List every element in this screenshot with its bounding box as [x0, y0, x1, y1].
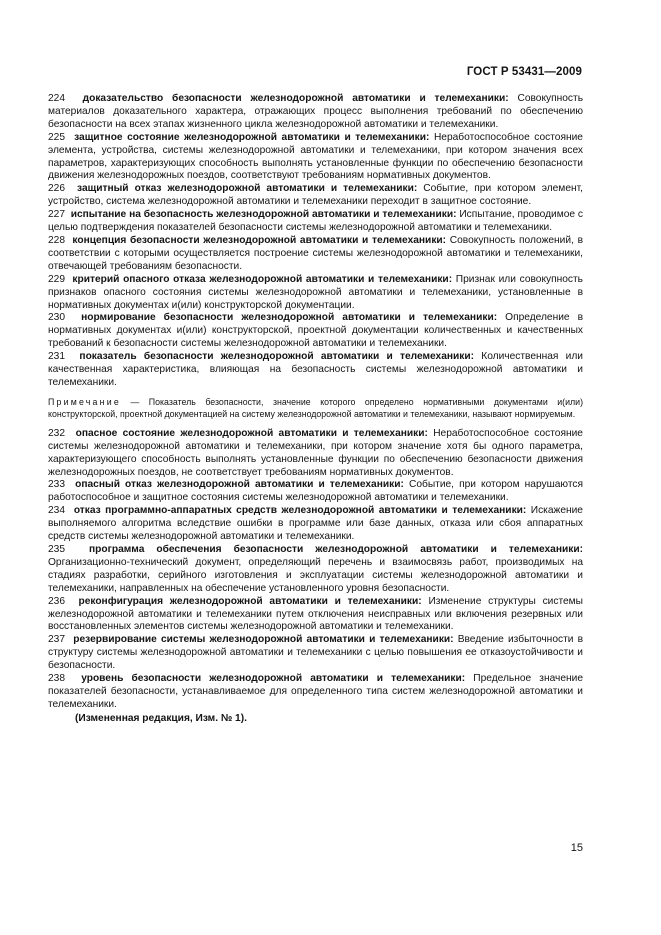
definition-entry	[48, 634, 583, 673]
definition-entry	[48, 312, 583, 351]
definition-entry	[48, 183, 583, 209]
entry-term: отказ программно-аппаратных средств железнодорожной автоматики и телемеханики:	[73, 505, 527, 517]
definition-entry	[48, 596, 583, 635]
entry-term: критерий опасного отказа железнодорожной автоматики и телемеханики:	[72, 273, 453, 285]
note-label: Примечание	[48, 396, 121, 407]
definition-entry	[48, 351, 583, 390]
entry-number: 230	[48, 312, 65, 324]
entry-term: реконфигурация железнодорожной автоматики и телемеханики:	[78, 595, 422, 607]
entry-text: Неработоспособное состояние элемента, устройства, системы железнодорожной автоматики и телемеханики, при котором значения всех параметров, характеризующих способность выполнять установленные функции по обеспечению безопасности движения железнодорожных поездов, соответствуют требованиям нормативных документов.	[48, 131, 583, 182]
entry-number: 227	[48, 209, 65, 221]
definition-entry	[48, 673, 583, 712]
entry-text: Искажение выполняемого алгоритма вследствие ошибки в программе или базе данных, отказа или сбоя аппаратных средств системы железнодорожной автоматики и телемеханики.	[48, 505, 583, 543]
definition-entry	[48, 235, 583, 274]
entry-text: Совокупность положений, в соответствии с которыми осуществляется построение системы железнодорожной автоматики и телемеханики, отвечающей требованиям безопасности.	[48, 234, 583, 272]
entry-term: доказательство безопасности железнодорожной автоматики и телемеханики:	[82, 93, 509, 104]
amendment-note: (Измененная редакция, Изм. № 1).	[75, 712, 247, 724]
entry-term: показатель безопасности железнодорожной автоматики и телемеханики:	[79, 351, 475, 363]
entry-number: 235	[48, 544, 65, 555]
entry-text: Испытание, проводимое с целью подтверждения показателей безопасности системы железнодорожной автоматики и телемеханики.	[48, 209, 583, 234]
definition-entry	[48, 274, 583, 313]
definition-entry	[48, 428, 583, 480]
page-number: 15	[570, 842, 583, 854]
entries-group-1	[48, 93, 583, 390]
entry-text: Признак или совокупность признаков опасного состояния системы железнодорожной автоматики и телемеханики, установленные в нормативных документах и(или) конструкторской документации.	[48, 273, 583, 311]
entry-text: Неработоспособное состояние системы железнодорожной автоматики и телемеханики, при котором значение хотя бы одного параметра, характеризующего способность выполнять установленные функции по обеспечению безопасности движения железнодорожных поездов, не соответствует требованиям нормативных документов.	[48, 427, 583, 478]
entry-number: 236	[48, 595, 65, 607]
entry-term: опасный отказ железнодорожной автоматики и телемеханики:	[75, 479, 404, 491]
entry-text: Совокупность материалов доказательного характера, отражающих процесс выполнения требований по обеспечению безопасности на всех этапах жизненного цикла железнодорожной автоматики и телемеханики.	[48, 93, 583, 130]
entry-term: испытание на безопасность железнодорожной автоматики и телемеханики:	[70, 209, 457, 221]
entry-number: 224	[48, 93, 65, 104]
note	[48, 396, 583, 420]
entry-term: концепция безопасности железнодорожной автоматики и телемеханики:	[72, 234, 447, 246]
entry-term: защитный отказ железнодорожной автоматики и телемеханики:	[77, 183, 418, 195]
definition-entry	[48, 132, 583, 184]
entry-number: 228	[48, 234, 65, 246]
entry-text: Организационно-технический документ, определяющий перечень и взаимосвязь работ, производимых на стадиях разработки, серийного изготовления и эксплуатации системы железнодорожной автоматики и телемеханики, направленных на обеспечение установленного уровня безопасности.	[48, 556, 583, 594]
definition-entry	[48, 544, 583, 596]
entry-text: Изменение структуры системы железнодорожной автоматики и телемеханики путем отключения неисправных или включения резервных или восстановленных элементов системы железнодорожной автоматики и телемеханики.	[48, 595, 583, 633]
entry-number: 229	[48, 273, 65, 285]
entry-number: 234	[48, 505, 65, 517]
entry-number: 237	[48, 634, 65, 646]
entry-text: Событие, при котором нарушаются работоспособное и защитное состояния системы железнодорожной автоматики и телемеханики.	[48, 479, 584, 504]
note-text: — Показатель безопасности, значение которого определено нормативными документами и(или) конструкторской, проектной документацией на систему железнодорожной автоматики и телемеханики, называют нормируемым.	[48, 396, 583, 419]
entry-number: 225	[48, 131, 65, 143]
definition-entry	[48, 209, 583, 235]
entry-number: 233	[48, 479, 65, 491]
definition-entry	[48, 93, 583, 132]
entry-term: защитное состояние железнодорожной автоматики и телемеханики:	[74, 131, 430, 143]
entry-term: уровень безопасности железнодорожной автоматики и телемеханики:	[81, 673, 466, 685]
entry-number: 232	[48, 427, 65, 439]
entry-text: Предельное значение показателей безопасности, устанавливаемое для определенного типа систем железнодорожной автоматики и телемеханики.	[48, 673, 583, 710]
document-body	[48, 93, 583, 726]
entry-term: опасное состояние железнодорожной автоматики и телемеханики:	[75, 427, 428, 439]
definition-entry	[48, 505, 583, 544]
entries-group-2	[48, 428, 583, 712]
entry-text: Определение в нормативных документах и(или) конструкторской, проектной документации количественных и качественных требований к безопасности системы железнодорожной автоматики и телемеханики.	[48, 312, 583, 350]
entry-number: 226	[48, 183, 65, 195]
entry-term: программа обеспечения безопасности железнодорожной автоматики и телемеханики:	[89, 544, 583, 555]
entry-term: резервирование системы железнодорожной автоматики и телемеханики:	[73, 634, 454, 646]
entry-text: Количественная или качественная характеристика, влияющая на безопасность системы железнодорожной автоматики и телемеханики.	[48, 351, 583, 388]
entry-number: 231	[48, 351, 65, 363]
entry-text: Введение избыточности в структуру системы железнодорожной автоматики и телемеханики с целью повышения ее отказоустойчивости и безопасности.	[48, 634, 583, 672]
document-header: ГОСТ Р 53431—2009	[466, 66, 582, 78]
entry-number: 238	[48, 673, 65, 685]
entry-text: Событие, при котором элемент, устройство, система железнодорожной автоматики и телемеханики переходит в защитное состояние.	[48, 183, 583, 208]
definition-entry	[48, 479, 583, 505]
entry-term: нормирование безопасности железнодорожной автоматики и телемеханики:	[81, 312, 498, 324]
